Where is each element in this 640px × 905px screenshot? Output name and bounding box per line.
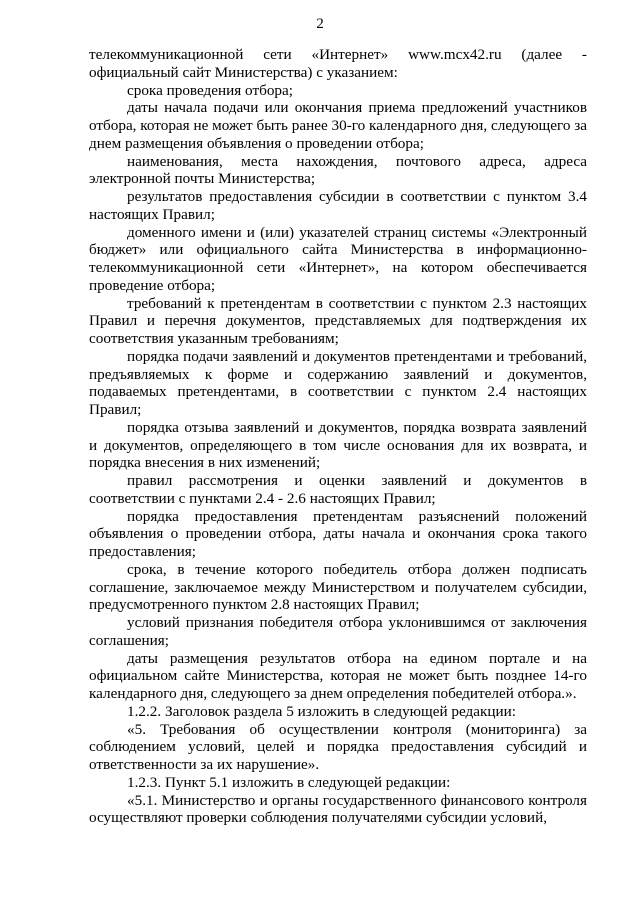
document-body <box>89 46 587 827</box>
paragraph: 1.2.3. Пункт 5.1 изложить в следующей редакции: <box>127 773 451 791</box>
paragraph: телекоммуникационной сети «Интернет» www.mcx42.ru (далее - официальный сайт Министерства) с указанием: <box>89 46 587 81</box>
paragraph: правил рассмотрения и оценки заявлений и документов в соответствии с пунктами 2.4 - 2.6 настоящих Правил; <box>89 472 587 507</box>
paragraph: порядка отзыва заявлений и документов, порядка возврата заявлений и документов, определяющего в том числе основания для их возврата, и порядка внесения в них изменений; <box>89 418 587 472</box>
paragraph: даты размещения результатов отбора на едином портале и на официальном сайте Министерства, которая не может быть позднее 14-го календарного дня, следующего за днем определения победителей отбора.». <box>89 649 587 702</box>
paragraph: доменного имени и (или) указателей страниц системы «Электронный бюджет» или официального сайта Министерства в информационно-телекоммуникационной сети «Интернет», на котором обеспечивается проведение отбора; <box>89 223 587 294</box>
paragraph: «5.1. Министерство и органы государственного финансового контроля осуществляют проверки соблюдения получателями субсидии условий, <box>89 791 587 827</box>
paragraph: срока, в течение которого победитель отбора должен подписать соглашение, заключаемое между Министерством и получателем субсидии, предусмотренного пунктом 2.8 настоящих Правил; <box>89 560 587 614</box>
paragraph: 1.2.2. Заголовок раздела 5 изложить в следующей редакции: <box>127 702 516 720</box>
paragraph: «5. Требования об осуществлении контроля (мониторинга) за соблюдением условий, целей и порядка предоставления субсидий и ответственности за их нарушение». <box>89 720 587 773</box>
paragraph: порядка подачи заявлений и документов претендентами и требований, предъявляемых к форме и содержанию заявлений и документов, подаваемых претендентами, в соответствии с пунктом 2.4 настоящих Правил; <box>89 347 587 418</box>
page-number: 2 <box>316 15 324 32</box>
paragraph: срока проведения отбора; <box>127 81 293 99</box>
paragraph: результатов предоставления субсидии в соответствии с пунктом 3.4 настоящих Правил; <box>89 188 587 223</box>
paragraph: требований к претендентам в соответствии с пунктом 2.3 настоящих Правил и перечня документов, представляемых для подтверждения их соответствия указанным требованиям; <box>89 294 587 347</box>
paragraph: наименования, места нахождения, почтового адреса, адреса электронной почты Министерства; <box>89 152 587 188</box>
paragraph: условий признания победителя отбора уклонившимся от заключения соглашения; <box>89 614 587 649</box>
paragraph: порядка предоставления претендентам разъяснений положений объявления о проведении отбора, даты начала и окончания срока такого предоставления; <box>89 507 587 560</box>
paragraph: даты начала подачи или окончания приема предложений участников отбора, которая не может быть ранее 30-го календарного дня, следующего за днем размещения объявления о проведении отбора; <box>89 99 587 152</box>
